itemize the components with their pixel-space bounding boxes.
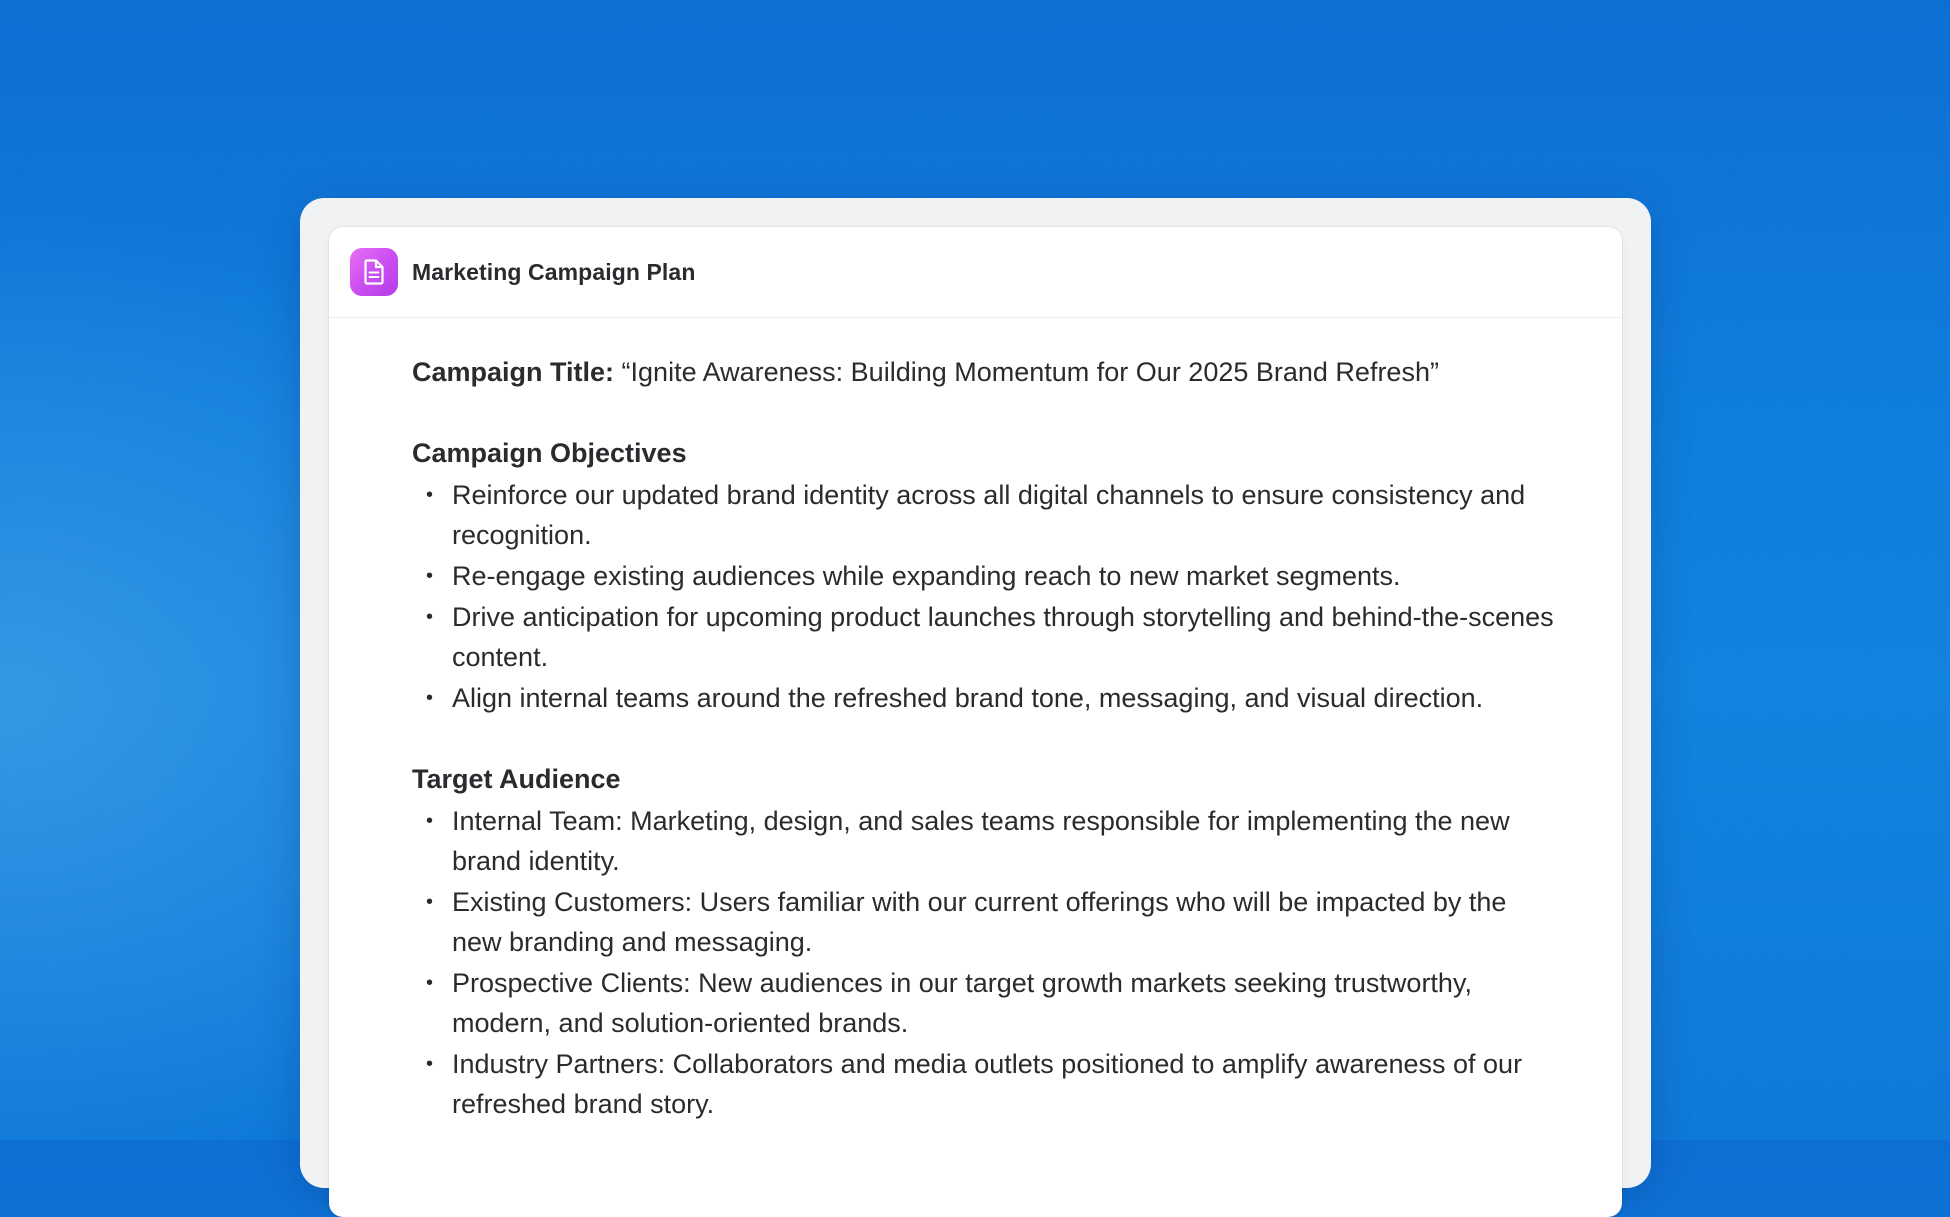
objectives-heading: Campaign Objectives [412,438,687,468]
list-item [412,597,1562,677]
bullet-icon: • [426,484,434,506]
list-item-text: Re-engage existing audiences while expanding reach to new market segments. [452,561,1401,591]
list-item [412,1044,1562,1124]
objectives-list [412,475,1562,718]
list-item-text: Existing Customers: Users familiar with our current offerings who will be impacted by the new branding and messaging. [452,887,1507,957]
document-icon [350,248,398,296]
list-item-text: Internal Team: Marketing, design, and sales teams responsible for implementing the new brand identity. [452,806,1510,876]
bullet-icon: • [426,606,434,628]
document-card [329,227,1622,1217]
bullet-icon: • [426,891,434,913]
bullet-icon: • [426,972,434,994]
list-item-text: Drive anticipation for upcoming product launches through storytelling and behind-the-scenes content. [452,602,1554,672]
bullet-icon: • [426,565,434,587]
document-header [329,227,1622,318]
list-item [412,475,1562,555]
audience-heading: Target Audience [412,764,621,794]
document-window-frame [300,198,1651,1188]
list-item-text: Align internal teams around the refreshed brand tone, messaging, and visual direction. [452,683,1484,713]
list-item [412,963,1562,1043]
list-item [412,801,1562,881]
campaign-title-label: Campaign Title: [412,357,615,387]
list-item-text: Reinforce our updated brand identity across all digital channels to ensure consistency and recognition. [452,480,1526,550]
bullet-icon: • [426,810,434,832]
list-item [412,882,1562,962]
list-item-text: Industry Partners: Collaborators and media outlets positioned to amplify awareness of our refreshed brand story. [452,1049,1523,1119]
list-item [412,556,1562,596]
campaign-title-line [412,352,1562,392]
document-glyph-icon [363,259,385,285]
document-title: Marketing Campaign Plan [412,258,696,285]
audience-list [412,801,1562,1124]
campaign-title-value: “Ignite Awareness: Building Momentum for Our 2025 Brand Refresh” [621,357,1439,387]
list-item-text: Prospective Clients: New audiences in our target growth markets seeking trustworthy, modern, and solution-oriented brands. [452,968,1472,1038]
list-item [412,678,1562,718]
document-body [329,318,1622,1124]
bullet-icon: • [426,1053,434,1075]
bullet-icon: • [426,687,434,709]
